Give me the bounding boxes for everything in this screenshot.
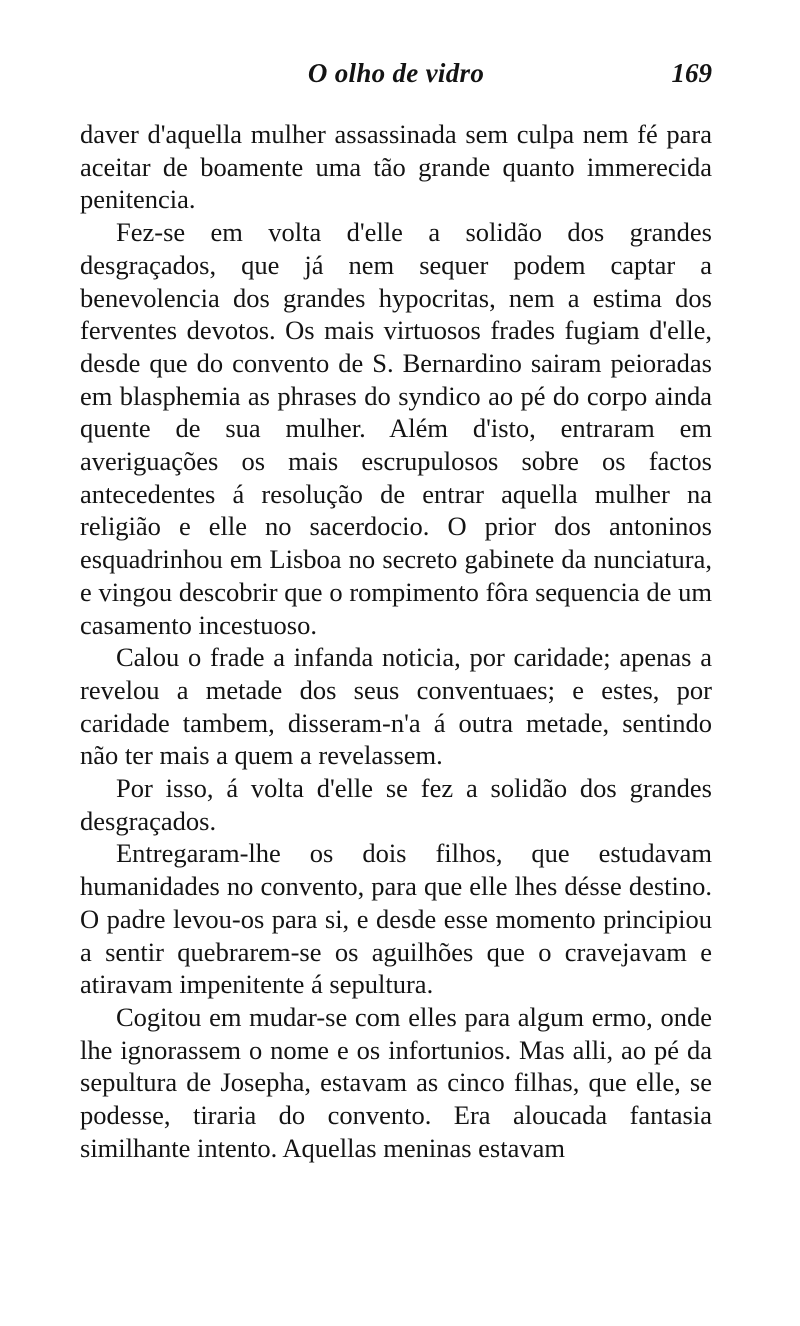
page-number: 169: [671, 58, 712, 88]
page-header: [80, 58, 712, 98]
paragraph-continuation: daver d'aquella mulher assassinada sem culpa nem fé para aceitar de boamente uma tão grande quanto immerecida penitencia.: [80, 119, 712, 215]
paragraph: Cogitou em mudar-se com elles para algum ermo, onde lhe ignorassem o nome e os infortunios. Mas alli, ao pé da sepultura de Josepha, estavam as cinco filhas, que elle, se podesse, tiraria do convento. Era aloucada fantasia similhante intento. Aquellas meninas estavam: [80, 1001, 712, 1163]
running-title: O olho de vidro: [307, 58, 485, 88]
paragraph: Fez-se em volta d'elle a solidão dos grandes desgraçados, que já nem sequer podem captar a benevolencia dos grandes hypocritas, nem a estima dos ferventes devotos. Os mais virtuosos frades fugiam d'elle, desde que do convento de S. Bernardino sairam peioradas em blasphemia as phrases do syndico ao pé do corpo ainda quente de sua mulher. Além d'isto, entraram em averiguações os mais escrupulosos sobre os factos antecedentes á resolução de entrar aquella mulher na religião e elle no sacerdocio. O prior dos antoninos esquadrinhou em Lisboa no secreto gabinete da nunciatura, e vingou descobrir que o rompimento fôra sequencia de um casamento incestuoso.: [80, 217, 712, 640]
paragraph: Por isso, á volta d'elle se fez a solidão dos grandes desgraçados.: [80, 773, 712, 836]
paragraph: Entregaram-lhe os dois filhos, que estudavam humanidades no convento, para que elle lhes désse destino. O padre levou-os para si, e desde esse momento principiou a sentir quebrarem-se os aguilhões que o cravejavam e atiravam impenitente á sepultura.: [80, 838, 712, 1000]
body-text: [80, 118, 712, 1165]
paragraph: Calou o frade a infanda noticia, por caridade; apenas a revelou a metade dos seus conventuaes; e estes, por caridade tambem, disseram-n'a á outra metade, sentindo não ter mais a quem a revelassem.: [80, 642, 712, 771]
